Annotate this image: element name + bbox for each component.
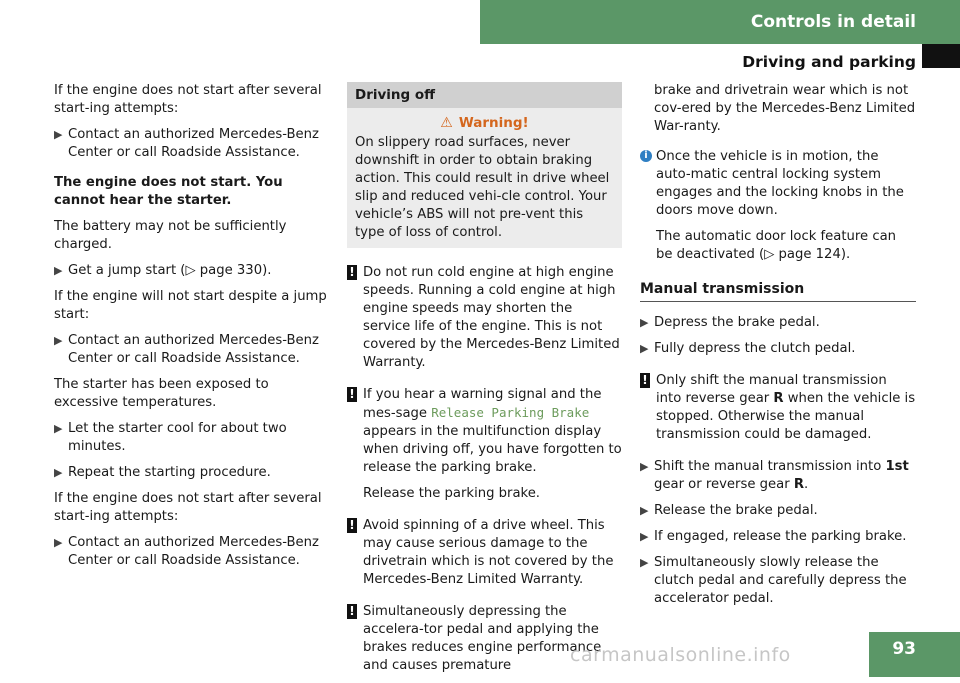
- section-heading: Manual transmission: [640, 280, 916, 302]
- note-subtext: Release the parking brake.: [363, 486, 540, 501]
- note-text: when the vehicle is stopped. Otherwise the manual transmission could be damaged.: [656, 391, 916, 442]
- step-text: Depress the brake pedal.: [654, 315, 820, 330]
- arrow-icon: ▶: [54, 264, 63, 277]
- arrow-icon: ▶: [54, 422, 63, 435]
- step-text: If engaged, release the parking brake.: [654, 529, 907, 544]
- page-number-text: 93: [892, 639, 916, 659]
- instruction-step: [640, 528, 916, 546]
- step-text: Let the starter cool for about two minutes.: [68, 421, 287, 454]
- step-text: Simultaneously slowly release the clutch pedal and carefully depress the accelerator pedal.: [654, 555, 907, 606]
- paragraph: brake and drivetrain wear which is not cov-ered by the Mercedes-Benz Limited War-ranty.: [654, 83, 916, 134]
- info-subtext: The automatic door lock feature can be deactivated (▷ page 124).: [656, 229, 897, 262]
- column-1: [54, 82, 328, 578]
- instruction-step: [54, 126, 328, 162]
- note-text: Only shift the manual transmission into reverse gear: [656, 373, 887, 406]
- gear-label: R: [773, 391, 784, 406]
- caution-icon: !: [347, 387, 357, 402]
- info-note: [640, 148, 916, 264]
- instruction-step: [640, 314, 916, 332]
- step-text: Contact an authorized Mercedes-Benz Center or call Roadside Assistance.: [68, 333, 319, 366]
- caution-note: [347, 386, 622, 503]
- instruction-step: [54, 464, 328, 482]
- step-text: Repeat the starting procedure.: [68, 465, 271, 480]
- note-text: appears in the multifunction display when driving off, you have forgotten to release the parking brake.: [363, 424, 622, 475]
- step-text: Fully depress the clutch pedal.: [654, 341, 856, 356]
- warning-heading: [355, 114, 614, 132]
- warning-box: [347, 108, 622, 248]
- watermark: carmanualsonline.info: [570, 644, 791, 666]
- step-text: Shift the manual transmission into: [654, 459, 886, 474]
- arrow-icon: ▶: [640, 460, 649, 473]
- note-text: Avoid spinning of a drive wheel. This may cause serious damage to the drivetrain which is not covered by the Mercedes-Benz Limited Warranty.: [363, 518, 614, 587]
- warning-title: Warning!: [458, 115, 529, 131]
- note-text: If you hear a warning signal and the mes-sage: [363, 387, 602, 421]
- subheading: The engine does not start. You cannot hear the starter.: [54, 175, 283, 208]
- section-title-header: Driving and parking: [742, 53, 916, 71]
- caution-icon: !: [640, 373, 650, 388]
- warning-triangle-icon: ⚠: [440, 115, 453, 131]
- note-text: Simultaneously depressing the accelera-tor pedal and applying the brakes reduces engine performance and causes premature: [363, 604, 602, 673]
- arrow-icon: ▶: [54, 536, 63, 549]
- instruction-step: [640, 458, 916, 494]
- paragraph: The starter has been exposed to excessive temperatures.: [54, 377, 269, 410]
- chapter-title: Controls in detail: [750, 12, 916, 32]
- step-text: .: [803, 477, 809, 492]
- paragraph: If the engine does not start after several start-ing attempts:: [54, 491, 322, 524]
- column-3: [640, 82, 916, 616]
- instruction-step: [54, 420, 328, 456]
- paragraph: If the engine will not start despite a jump start:: [54, 289, 327, 322]
- arrow-icon: ▶: [640, 342, 649, 355]
- gear-label: 1st: [885, 459, 909, 474]
- caution-icon: !: [347, 518, 357, 533]
- column-2: [347, 82, 622, 683]
- display-message: Release Parking Brake: [431, 405, 590, 420]
- arrow-icon: ▶: [640, 504, 649, 517]
- box-title: Driving off: [347, 82, 622, 108]
- caution-note: [347, 264, 622, 372]
- instruction-step: [640, 340, 916, 358]
- arrow-icon: ▶: [640, 556, 649, 569]
- caution-icon: !: [347, 604, 357, 619]
- instruction-step: [54, 262, 328, 280]
- arrow-icon: ▶: [54, 128, 63, 141]
- arrow-icon: ▶: [640, 530, 649, 543]
- caution-note: [347, 517, 622, 589]
- header-marker: [922, 44, 960, 68]
- arrow-icon: ▶: [54, 466, 63, 479]
- instruction-step: [54, 332, 328, 368]
- step-text: Contact an authorized Mercedes-Benz Center or call Roadside Assistance.: [68, 127, 319, 160]
- instruction-step: [640, 502, 916, 520]
- step-text: Release the brake pedal.: [654, 503, 818, 518]
- chapter-tab: [480, 0, 960, 44]
- warning-text: On slippery road surfaces, never downshift in order to obtain braking action. This could result in drive wheel slip and reduced vehi-cle control. Your vehicle’s ABS will not pre-vent this type of loss of control.: [355, 135, 610, 240]
- step-text: gear or reverse gear: [654, 477, 794, 492]
- caution-icon: !: [347, 265, 357, 280]
- step-text: Contact an authorized Mercedes-Benz Center or call Roadside Assistance.: [68, 535, 319, 568]
- paragraph: If the engine does not start after several start-ing attempts:: [54, 83, 322, 116]
- step-text: Get a jump start (▷ page 330).: [68, 263, 272, 278]
- info-icon: i: [640, 150, 652, 162]
- caution-note: [640, 372, 916, 444]
- paragraph: The battery may not be sufficiently charged.: [54, 219, 287, 252]
- arrow-icon: ▶: [640, 316, 649, 329]
- page-number: [869, 632, 960, 677]
- instruction-step: [54, 534, 328, 570]
- note-text: Do not run cold engine at high engine speeds. Running a cold engine at high engine speeds may shorten the service life of the engine. This is not covered by the Mercedes-Benz Limited Warranty.: [363, 265, 620, 370]
- arrow-icon: ▶: [54, 334, 63, 347]
- gear-label: R: [793, 477, 804, 492]
- instruction-step: [640, 554, 916, 608]
- info-text: Once the vehicle is in motion, the auto-matic central locking system engages and the locking knobs in the doors move down.: [656, 149, 904, 218]
